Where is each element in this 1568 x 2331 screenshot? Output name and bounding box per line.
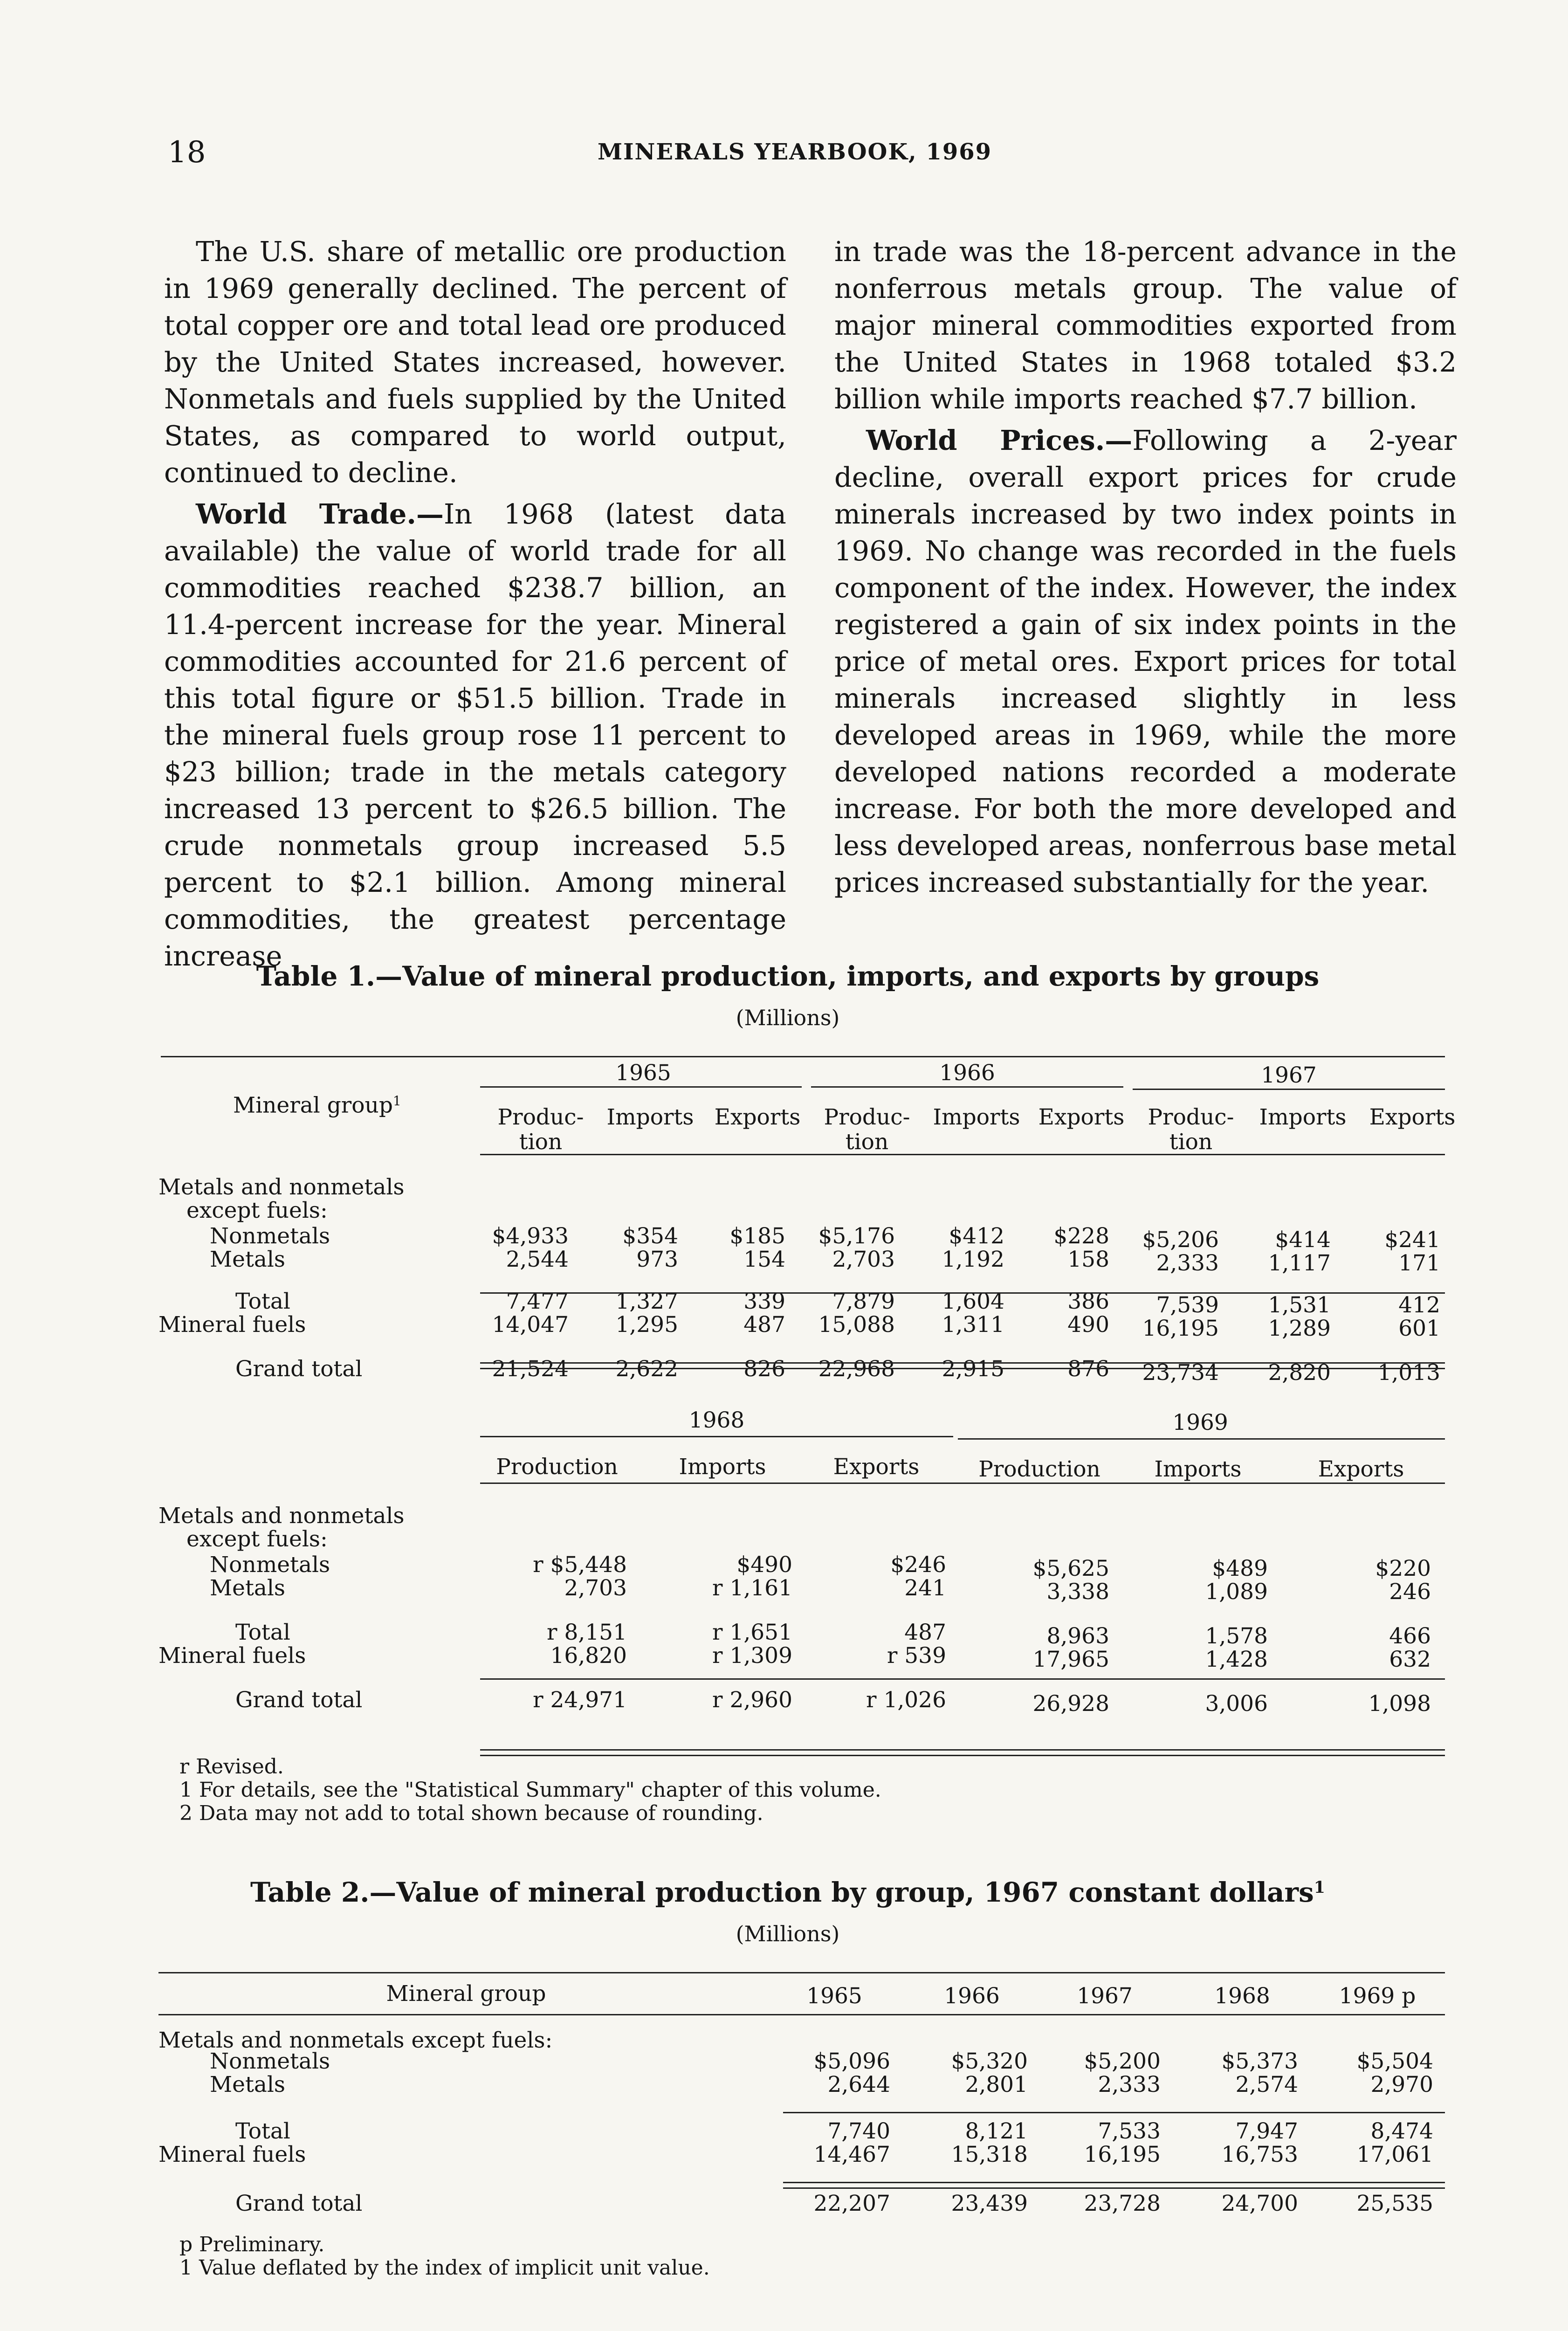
table-cell: 412 <box>1398 1292 1440 1318</box>
table2-year-header: 1968 <box>1214 1983 1270 2009</box>
table-cell: 22,207 <box>813 2191 890 2216</box>
footnote: p Preliminary. <box>179 2233 325 2256</box>
table-cell: r 539 <box>887 1643 946 1669</box>
table-cell: $5,320 <box>951 2048 1028 2074</box>
table-cell: $490 <box>736 1552 792 1578</box>
table2-row-label: Total <box>235 2118 290 2144</box>
table-cell: $246 <box>890 1552 946 1578</box>
table-cell: $5,504 <box>1356 2048 1433 2074</box>
table-cell: 14,047 <box>492 1312 569 1338</box>
table-cell: 15,088 <box>818 1312 895 1338</box>
table-cell: 16,753 <box>1221 2142 1298 2167</box>
table-cell: 7,539 <box>1156 1292 1219 1318</box>
table1-year-header: 1969 <box>1172 1410 1228 1435</box>
table-cell: 2,644 <box>827 2072 890 2097</box>
table1-year-header: 1967 <box>1261 1062 1317 1088</box>
table1-column-header: Production <box>496 1454 618 1480</box>
table1-row-label-grand-total: Grand total <box>235 1356 363 1382</box>
table-cell: 1,327 <box>615 1289 678 1314</box>
table1-units: (Millions) <box>736 1005 840 1030</box>
page-number: 18 <box>168 135 206 170</box>
table-cell: $5,373 <box>1221 2048 1298 2074</box>
table-cell: 8,474 <box>1370 2118 1433 2144</box>
table-cell: 2,915 <box>942 1356 1004 1382</box>
table-cell: r 2,960 <box>712 1687 792 1713</box>
table-cell: 171 <box>1398 1250 1440 1276</box>
table-cell: 1,289 <box>1268 1316 1331 1341</box>
table-cell: r 1,651 <box>712 1620 792 1645</box>
table-cell: 154 <box>743 1247 785 1272</box>
table-cell: $5,625 <box>1032 1556 1109 1581</box>
table1-group-label: Metals and nonmetals <box>158 1174 405 1200</box>
table-cell: $241 <box>1384 1227 1440 1253</box>
table2-year-header: 1969 p <box>1339 1983 1416 2009</box>
table-cell: 8,121 <box>965 2118 1028 2144</box>
table-cell: 16,195 <box>1142 1316 1219 1341</box>
table1-row-label-metals: Metals <box>210 1247 285 1272</box>
table-cell: 1,117 <box>1268 1250 1331 1276</box>
table-cell: 246 <box>1389 1579 1431 1605</box>
table-cell: 973 <box>636 1247 678 1272</box>
paragraph: World Prices.—Following a 2-year decline, overall export prices for crude minerals increased by two index points in 1969. No change was recorded in the fuels component of the index. However, the index registered a gain of six index points in the price of metal ores. Export prices for total minerals increased slightly in less developed areas in 1969, while the more developed nations recorded a moderate increase. For both the more developed and less developed areas, nonferrous base metal prices increased substantially for the year. <box>834 424 1457 898</box>
table1-row-label-total: Total <box>235 1289 290 1314</box>
table1-year-header: 1965 <box>615 1060 671 1086</box>
table-cell: $220 <box>1375 1556 1431 1581</box>
table-cell: 1,089 <box>1205 1579 1268 1605</box>
table-cell: 1,013 <box>1377 1360 1440 1386</box>
table2-year-header: 1967 <box>1077 1983 1133 2009</box>
table1-row-label-mineral-fuels: Mineral fuels <box>158 1643 306 1669</box>
footnote: 1 Value deflated by the index of implicit unit value. <box>179 2256 710 2280</box>
table2-year-header: 1965 <box>806 1983 862 2009</box>
table2-row-label: Mineral fuels <box>158 2142 306 2167</box>
table1-row-label-nonmetals: Nonmetals <box>210 1223 330 1249</box>
table-cell: 22,968 <box>818 1356 895 1382</box>
table-cell: 23,439 <box>951 2191 1028 2216</box>
table1-column-header: Exports <box>1038 1104 1125 1130</box>
table-cell: $4,933 <box>492 1223 569 1249</box>
table2-row-label: Grand total <box>235 2191 363 2216</box>
paragraph: World Trade.—In 1968 (latest data available) the value of world trade for all commodities reached $238.7 billion, an 11.4-percent increase for the year. Mineral commodities accounted for 21.6 percent of this total figure or $51.5 billion. Trade in the mineral fuels group rose 11 percent to $23 billion; trade in the metals category increased 13 percent to $26.5 billion. The crude nonmetals group increased 5.5 percent to $2.1 billion. Among mineral commodities, the greatest percentage increase <box>164 498 786 972</box>
footnote: 2 Data may not add to total shown because of rounding. <box>179 1801 763 1825</box>
table-cell: 487 <box>743 1312 785 1338</box>
table-cell: 490 <box>1067 1312 1109 1338</box>
table-cell: 1,295 <box>615 1312 678 1338</box>
table-cell: 7,740 <box>827 2118 890 2144</box>
table-cell: 16,195 <box>1084 2142 1161 2167</box>
table-cell: 876 <box>1067 1356 1109 1382</box>
table1-title: Table 1.—Value of mineral production, imports, and exports by groups <box>256 960 1320 992</box>
table-cell: $5,096 <box>813 2048 890 2074</box>
table1-group-label: Metals and nonmetals <box>158 1503 405 1529</box>
table-cell: 487 <box>904 1620 946 1645</box>
table-cell: 241 <box>904 1575 946 1601</box>
table-cell: 23,728 <box>1084 2191 1161 2216</box>
run-in-heading: World Trade.— <box>196 498 444 530</box>
table2-units: (Millions) <box>736 1921 840 1946</box>
table-cell: $5,206 <box>1142 1227 1219 1253</box>
run-in-heading: World Prices.— <box>866 424 1133 456</box>
table-cell: 386 <box>1067 1289 1109 1314</box>
table1-column-header: Production <box>978 1456 1100 1482</box>
table-cell: 2,703 <box>832 1247 895 1272</box>
table-cell: $5,200 <box>1084 2048 1161 2074</box>
table2-row-label: Metals <box>210 2072 285 2097</box>
table-cell: 15,318 <box>951 2142 1028 2167</box>
table1-year-header: 1968 <box>688 1407 745 1433</box>
table-cell: 7,879 <box>832 1289 895 1314</box>
table-cell: 23,734 <box>1142 1360 1219 1386</box>
paragraph: in trade was the 18-percent advance in the nonferrous metals group. The value of major mineral commodities exported from the United States in 1968 totaled $3.2 billion while imports reached $7.7 billion. <box>834 235 1457 415</box>
table-cell: 2,544 <box>506 1247 569 1272</box>
table-cell: 1,311 <box>942 1312 1004 1338</box>
table1-row-label-total: Total <box>235 1620 290 1645</box>
table1-row-label-nonmetals: Nonmetals <box>210 1552 330 1578</box>
table2-row-label: Nonmetals <box>210 2048 330 2074</box>
table1-column-header: Exports <box>1369 1104 1456 1130</box>
table1-column-header: Exports <box>833 1454 920 1480</box>
table1-column-header: Imports <box>679 1454 766 1480</box>
table-cell: 2,574 <box>1235 2072 1298 2097</box>
table-cell: 7,477 <box>506 1289 569 1314</box>
table1-group-label: except fuels: <box>186 1198 328 1223</box>
table-cell: 158 <box>1067 1247 1109 1272</box>
table-cell: 17,965 <box>1032 1647 1109 1672</box>
table-cell: 2,333 <box>1098 2072 1161 2097</box>
table1-column-header: Exports <box>1318 1456 1404 1482</box>
table-cell: $489 <box>1212 1556 1268 1581</box>
table-cell: 2,970 <box>1370 2072 1433 2097</box>
table-cell: $354 <box>622 1223 678 1249</box>
table1-column-header: Exports <box>714 1104 801 1130</box>
table-cell: r 8,151 <box>547 1620 627 1645</box>
table-cell: 1,578 <box>1205 1623 1268 1649</box>
table-cell: 601 <box>1398 1316 1440 1341</box>
table-cell: 14,467 <box>813 2142 890 2167</box>
table2-group-label: Metals and nonmetals except fuels: <box>158 2028 553 2053</box>
footnote: r Revised. <box>179 1755 284 1779</box>
table2-stub-header: Mineral group <box>386 1981 546 2007</box>
table-cell: $185 <box>729 1223 785 1249</box>
table-cell: 1,531 <box>1268 1292 1331 1318</box>
table-cell: r 1,026 <box>866 1687 946 1713</box>
table1-column-header: Imports <box>606 1104 694 1130</box>
table-cell: 7,947 <box>1235 2118 1298 2144</box>
table-cell: 8,963 <box>1046 1623 1109 1649</box>
footnote: 1 For details, see the "Statistical Summary" chapter of this volume. <box>179 1778 881 1802</box>
table2-footnotes <box>179 2233 710 2280</box>
table-cell: 1,428 <box>1205 1647 1268 1672</box>
table-cell: $5,176 <box>818 1223 895 1249</box>
table1-row-label-metals: Metals <box>210 1575 285 1601</box>
table1-group-label: except fuels: <box>186 1526 328 1552</box>
table-cell: 2,820 <box>1268 1360 1331 1386</box>
table1-stub-header: Mineral group$^1$ <box>233 1092 401 1118</box>
table-cell: 25,535 <box>1356 2191 1433 2216</box>
table1-row-label-mineral-fuels: Mineral fuels <box>158 1312 306 1338</box>
table-cell: 2,801 <box>965 2072 1028 2097</box>
table1-column-header: Imports <box>1154 1456 1242 1482</box>
table-cell: r 24,971 <box>533 1687 627 1713</box>
table2-title: Table 2.—Value of mineral production by group, 1967 constant dollars$^1$ <box>250 1876 1325 1908</box>
table-cell: 26,928 <box>1032 1691 1109 1717</box>
table1-row-label-grand-total: Grand total <box>235 1687 363 1713</box>
table1-column-header: Imports <box>933 1104 1020 1130</box>
table-cell: r $5,448 <box>533 1552 627 1578</box>
table-cell: 21,524 <box>492 1356 569 1382</box>
table-cell: 17,061 <box>1356 2142 1433 2167</box>
table-cell: 339 <box>743 1289 785 1314</box>
table-cell: $412 <box>949 1223 1004 1249</box>
table-cell: 632 <box>1389 1647 1431 1672</box>
table-cell: 3,338 <box>1046 1579 1109 1605</box>
table1-column-header: Produc- tion <box>824 1104 910 1155</box>
table-cell: 1,098 <box>1368 1691 1431 1717</box>
paragraph: The U.S. share of metallic ore production in 1969 generally declined. The percent of total copper ore and total lead ore produced by the United States increased, however. Nonmetals and fuels supplied by the United States, as compared to world output, continued to decline. <box>164 235 786 489</box>
table-cell: 1,192 <box>942 1247 1004 1272</box>
running-head: MINERALS YEARBOOK, 1969 <box>597 139 992 165</box>
table-cell: 3,006 <box>1205 1691 1268 1717</box>
table2-year-header: 1966 <box>944 1983 1000 2009</box>
table-cell: 2,703 <box>564 1575 627 1601</box>
table-cell: 2,622 <box>615 1356 678 1382</box>
table-cell: $228 <box>1053 1223 1109 1249</box>
table-cell: 2,333 <box>1156 1250 1219 1276</box>
table1-column-header: Imports <box>1259 1104 1347 1130</box>
table-cell: 7,533 <box>1098 2118 1161 2144</box>
table-cell: $414 <box>1275 1227 1331 1253</box>
table1-column-header: Produc- tion <box>1148 1104 1234 1155</box>
table1-column-header: Produc- tion <box>497 1104 584 1155</box>
table-cell: r 1,161 <box>712 1575 792 1601</box>
table1-year-header: 1966 <box>939 1060 995 1086</box>
table-cell: 466 <box>1389 1623 1431 1649</box>
table-cell: 826 <box>743 1356 785 1382</box>
table-cell: 24,700 <box>1221 2191 1298 2216</box>
table-cell: 16,820 <box>550 1643 627 1669</box>
table-cell: r 1,309 <box>712 1643 792 1669</box>
table-cell: 1,604 <box>942 1289 1004 1314</box>
